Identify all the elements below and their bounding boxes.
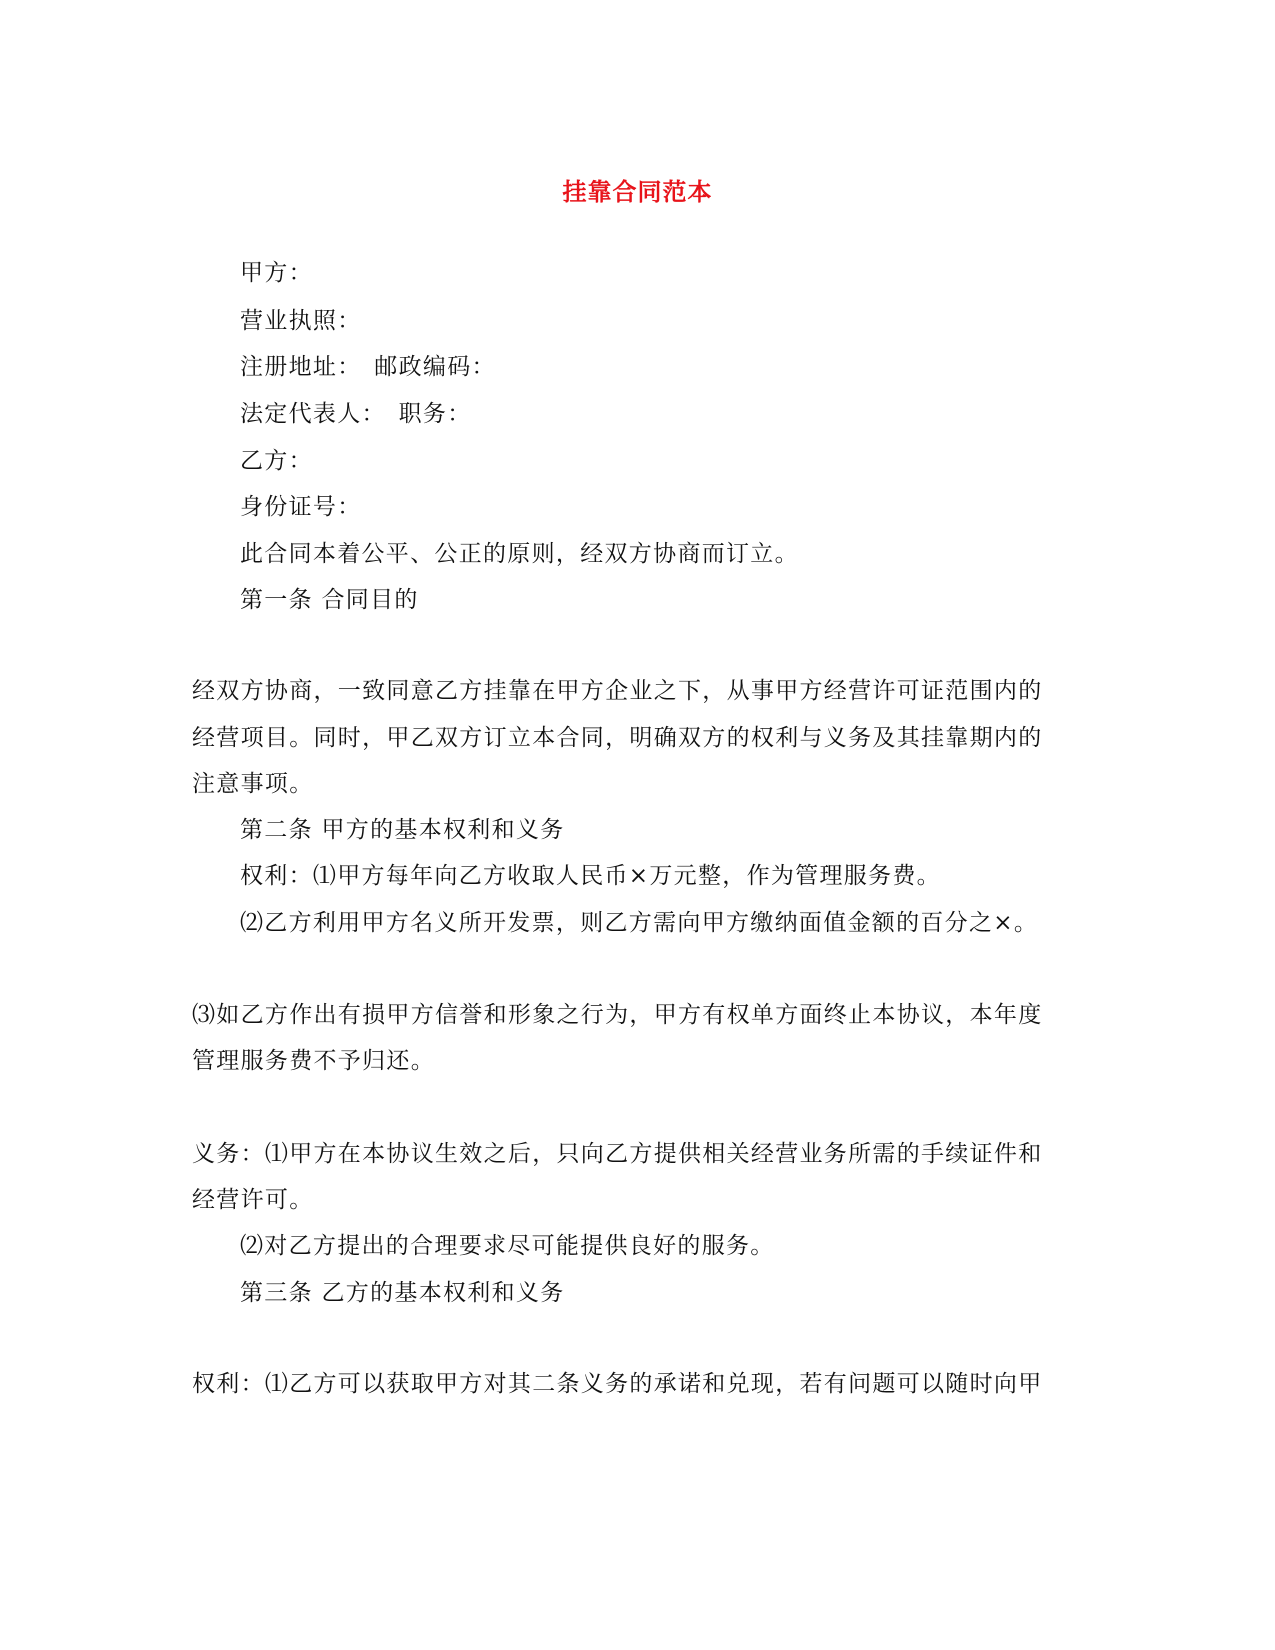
preamble-line: 此合同本着公平、公正的原则，经双方协商而订立。 xyxy=(240,541,799,567)
registered-address-line: 注册地址： 邮政编码： xyxy=(240,354,496,380)
party-a-obligation-2: ⑵对乙方提出的合理要求尽可能提供良好的服务。 xyxy=(240,1233,775,1259)
party-b-line: 乙方： xyxy=(240,448,313,474)
legal-representative-line: 法定代表人： 职务： xyxy=(240,401,472,427)
article-two-heading: 第二条 甲方的基本权利和义务 xyxy=(240,817,565,843)
party-a-line: 甲方： xyxy=(240,260,313,286)
party-a-right-2: ⑵乙方利用甲方名义所开发票，则乙方需向甲方缴纳面值金额的百分之×。 xyxy=(240,910,1039,936)
article-one-paragraph-line-1: 经双方协商，一致同意乙方挂靠在甲方企业之下，从事甲方经营许可证范围内的 xyxy=(192,678,1043,704)
party-a-obligation-1-line-2: 经营许可。 xyxy=(192,1187,314,1213)
party-a-right-1: 权利：⑴甲方每年向乙方收取人民币×万元整，作为管理服务费。 xyxy=(240,863,941,889)
document-title: 挂靠合同范本 xyxy=(562,177,713,206)
party-a-right-3-line-2: 管理服务费不予归还。 xyxy=(192,1048,435,1074)
business-license-line: 营业执照： xyxy=(240,308,362,334)
id-number-line: 身份证号： xyxy=(240,494,362,520)
party-b-right-1-line-1: 权利：⑴乙方可以获取甲方对其二条义务的承诺和兑现，若有问题可以随时向甲 xyxy=(192,1371,1043,1397)
party-a-obligation-1-line-1: 义务：⑴甲方在本协议生效之后，只向乙方提供相关经营业务所需的手续证件和 xyxy=(192,1141,1043,1167)
article-three-heading: 第三条 乙方的基本权利和义务 xyxy=(240,1280,565,1306)
article-one-heading: 第一条 合同目的 xyxy=(240,587,419,613)
article-one-paragraph-line-2: 经营项目。同时，甲乙双方订立本合同，明确双方的权利与义务及其挂靠期内的 xyxy=(192,725,1043,751)
article-one-paragraph-line-3: 注意事项。 xyxy=(192,771,314,797)
party-a-right-3-line-1: ⑶如乙方作出有损甲方信誉和形象之行为，甲方有权单方面终止本协议，本年度 xyxy=(192,1002,1043,1028)
